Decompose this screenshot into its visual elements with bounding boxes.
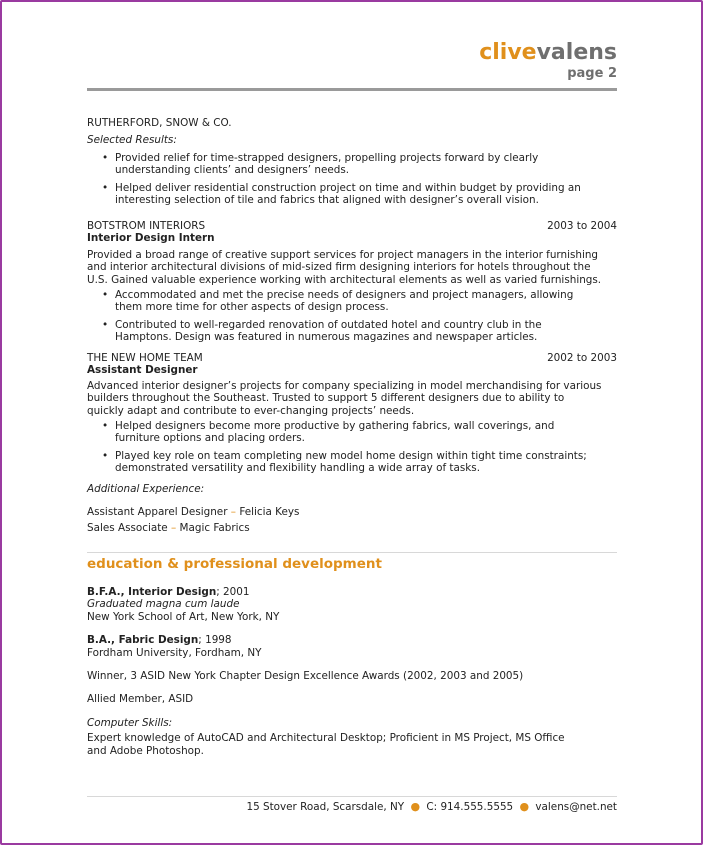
- skills-heading: Computer Skills:: [87, 716, 173, 729]
- bullet-text: Helped designers become more productive by gathering fabrics, wall coverings, and furniture options and placing orders.: [115, 420, 555, 445]
- bullet-text: Helped deliver residential construction project on time and within budget by providing an interesting selection of tile and fabrics that aligned with designer’s overall vision.: [115, 181, 581, 207]
- job-company: BOTSTROM INTERIORS: [87, 220, 206, 232]
- bullet-text: Accommodated and met the precise needs of designers and project managers, allowing them more time for other aspects of design process.: [115, 289, 574, 314]
- job-rutherford: [87, 117, 617, 211]
- additional-heading: Additional Experience:: [87, 483, 205, 495]
- additional-role: Sales Associate: [87, 521, 168, 534]
- dash-separator: –: [171, 521, 177, 534]
- footer-divider: [87, 796, 617, 797]
- bullet-item: [87, 319, 617, 344]
- job-title: Assistant Designer: [87, 364, 198, 377]
- additional-item: [87, 506, 617, 518]
- bullet-icon: •: [102, 181, 109, 194]
- job-dates: 2002 to 2003: [547, 352, 617, 364]
- job-new-home-team: [87, 352, 617, 480]
- job-title: Interior Design Intern: [87, 232, 215, 245]
- bullet-icon: •: [102, 318, 109, 331]
- skills-text: Expert knowledge of AutoCAD and Architectural Desktop; Proficient in MS Project, MS Office and Adobe Photoshop.: [87, 732, 565, 757]
- degree-1: [87, 586, 617, 598]
- additional-role: Assistant Apparel Designer: [87, 506, 228, 519]
- degree-name: B.F.A., Interior Design: [87, 586, 217, 598]
- education-section-title: education & professional development: [87, 556, 382, 572]
- page-number: page 2: [567, 66, 617, 81]
- job-bullets: [87, 289, 617, 344]
- job-bullets: [87, 152, 617, 207]
- resume-name: [479, 40, 617, 66]
- header-divider: [87, 88, 617, 91]
- footer-phone: C: 914.555.5555: [426, 801, 514, 813]
- job-bullets: [87, 420, 617, 475]
- bullet-icon: •: [102, 151, 109, 164]
- job-subheading: Selected Results:: [87, 134, 177, 147]
- bullet-item: [87, 420, 617, 445]
- bullet-icon: •: [102, 289, 109, 302]
- footer-email[interactable]: valens@net.net: [535, 801, 617, 813]
- bullet-separator-icon: ●: [519, 800, 530, 813]
- education-content: [87, 586, 617, 757]
- award: Winner, 3 ASID New York Chapter Design Excellence Awards (2002, 2003 and 2005): [87, 670, 524, 683]
- bullet-item: [87, 450, 617, 475]
- bullet-item: [87, 182, 617, 207]
- name-last: valens: [536, 40, 617, 65]
- bullet-separator-icon: ●: [410, 800, 421, 813]
- degree-name: B.A., Fabric Design: [87, 634, 199, 647]
- degree-2: [87, 634, 617, 646]
- job-company: RUTHERFORD, SNOW & CO.: [87, 117, 232, 129]
- membership: Allied Member, ASID: [87, 693, 194, 706]
- job-dates: 2003 to 2004: [547, 220, 617, 232]
- degree-year: ; 1998: [198, 634, 232, 647]
- degree-year: ; 2001: [216, 586, 250, 598]
- dash-separator: –: [230, 506, 236, 519]
- job-description: Provided a broad range of creative support services for project managers in the interior furnishing and interior architectural divisions of mid-sized firm designing interiors for hotels throughout the U.S. Gained valuable experience working with architectural elements as well as varied furnishings.: [87, 248, 602, 286]
- bullet-text: Played key role on team completing new model home design within tight time constraints; demonstrated versatility and flexibility handling a wide array of tasks.: [115, 449, 587, 475]
- bullet-item: [87, 152, 617, 177]
- section-divider: [87, 552, 617, 553]
- bullet-text: Contributed to well-regarded renovation of outdated hotel and country club in the Hamptons. Design was featured in numerous magazines and newspaper articles.: [115, 318, 542, 344]
- bullet-icon: •: [102, 420, 109, 433]
- degree-school: New York School of Art, New York, NY: [87, 610, 280, 623]
- additional-employer: Magic Fabrics: [179, 521, 250, 534]
- additional-item: [87, 522, 617, 534]
- contact-footer: [246, 801, 617, 813]
- name-first: clive: [479, 40, 537, 65]
- additional-experience: [87, 483, 617, 534]
- bullet-item: [87, 289, 617, 314]
- job-description: Advanced interior designer’s projects for company specializing in model merchandising for various builders throughout the Southeast. Trusted to support 5 different designers due to ability to quickly adapt and contribute to ever-changing projects’ needs.: [87, 379, 602, 417]
- job-company: THE NEW HOME TEAM: [87, 352, 203, 364]
- bullet-text: Provided relief for time-strapped designers, propelling projects forward by clearly understanding clients’ and designers’ needs.: [115, 151, 539, 177]
- degree-honor: Graduated magna cum laude: [87, 598, 240, 611]
- footer-address: 15 Stover Road, Scarsdale, NY: [246, 801, 405, 813]
- bullet-icon: •: [102, 449, 109, 462]
- job-botstrom: [87, 220, 617, 349]
- additional-employer: Felicia Keys: [239, 506, 300, 519]
- degree-school: Fordham University, Fordham, NY: [87, 646, 262, 659]
